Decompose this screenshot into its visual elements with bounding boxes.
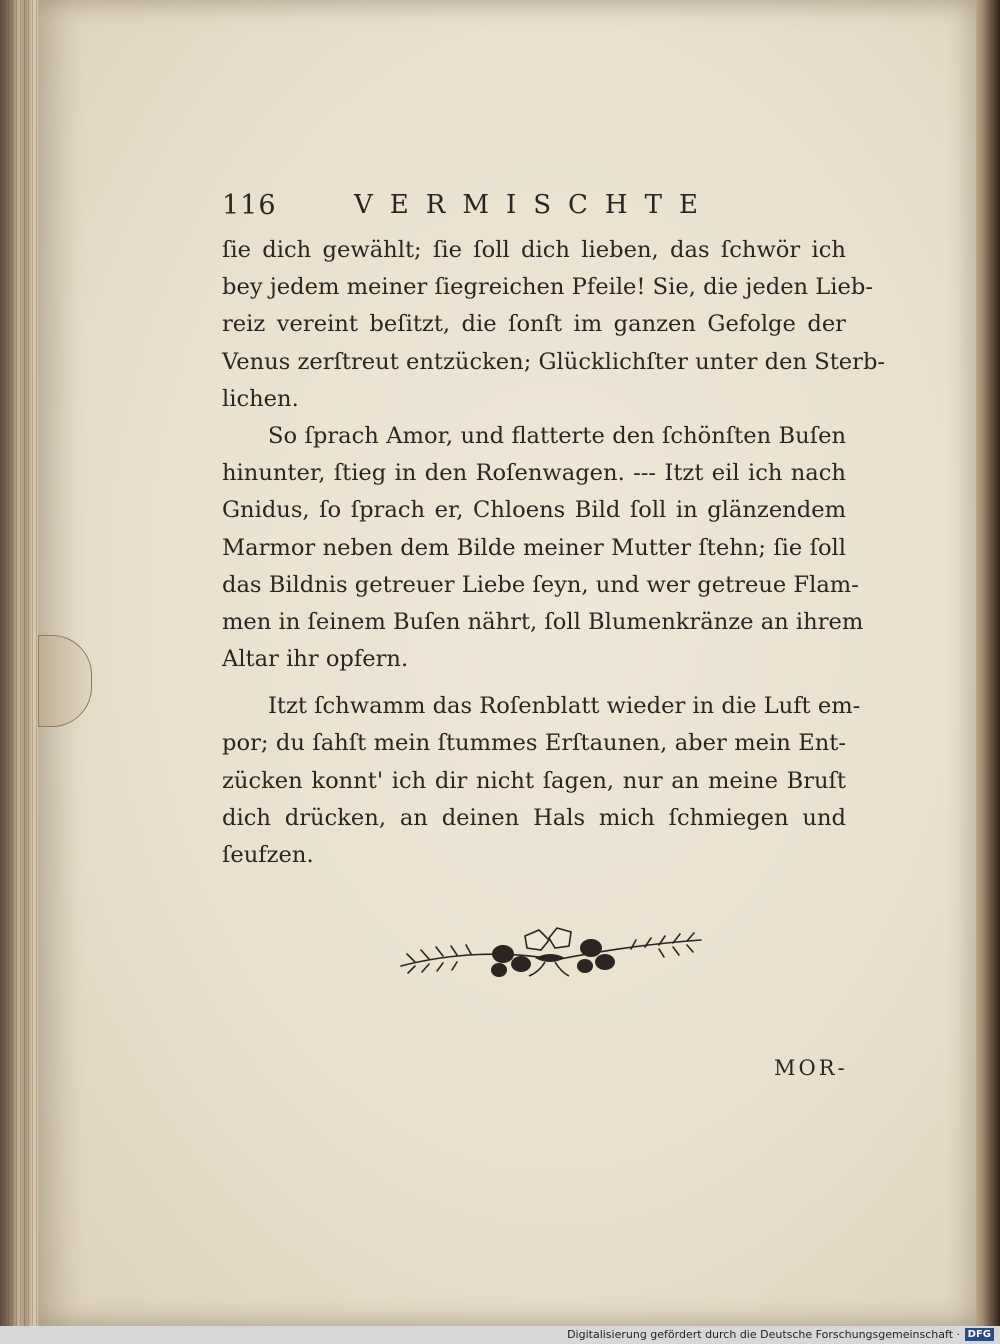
text-line: reiz vereint beſitzt, die ſonſt im ganzen Gefolge der bbox=[222, 311, 846, 338]
text-line: ſeufzen. bbox=[222, 842, 314, 868]
text-line: ſie dich gewählt; ſie ſoll dich lieben, das ſchwör ich bbox=[222, 237, 846, 263]
paragraph bbox=[222, 232, 886, 418]
body-text bbox=[222, 232, 886, 874]
catchword: MOR- bbox=[774, 1056, 848, 1080]
text-line: Marmor neben dem Bilde meiner Mutter ſtehn; ſie ſoll bbox=[222, 534, 846, 561]
text-line: dich drücken, an deinen Hals mich ſchmiegen und bbox=[222, 804, 846, 831]
paragraph bbox=[222, 418, 864, 678]
text-line: hinunter, ſtieg in den Roſenwagen. --- Itzt eil ich nach bbox=[222, 460, 846, 487]
text-line: men in ſeinem Buſen nährt, ſoll Blumenkränze an ihrem bbox=[222, 608, 864, 635]
text-line: por; du ſahſt mein ſtummes Erſtaunen, aber mein Ent- bbox=[222, 730, 846, 757]
text-line: lichen. bbox=[222, 385, 299, 412]
page-tab-marker bbox=[38, 635, 92, 727]
text-line: Gnidus, ſo ſprach er, Chloens Bild ſoll in glänzendem bbox=[222, 497, 846, 524]
text-line: das Bildnis getreuer Liebe ſeyn, und wer getreue Flam- bbox=[222, 571, 859, 598]
running-title: VERMISCHTE bbox=[354, 190, 715, 220]
wheat-and-fruit-garland-icon bbox=[395, 918, 707, 988]
page-header bbox=[222, 190, 842, 230]
digitization-credit: Digitalisierung gefördert durch die Deutsche Forschungsgemeinschaft · bbox=[567, 1328, 960, 1341]
text-line: Itzt ſchwamm das Roſenblatt wieder in die Luft em- bbox=[268, 693, 861, 720]
paragraph bbox=[222, 688, 861, 874]
page-number: 116 bbox=[222, 190, 277, 221]
book-page-edges-left bbox=[0, 0, 42, 1344]
text-line: bey jedem meiner ſiegreichen Pfeile! Sie, die jeden Lieb- bbox=[222, 274, 873, 301]
text-line: zücken konnt' ich dir nicht ſagen, nur an meine Bruſt bbox=[222, 767, 846, 794]
dfg-logo: DFG bbox=[965, 1328, 994, 1341]
text-line: So ſprach Amor, und flatterte den ſchönſten Buſen bbox=[268, 422, 846, 449]
text-line: Venus zerſtreut entzücken; Glücklichſter unter den Sterb- bbox=[222, 348, 886, 375]
text-line: Altar ihr opfern. bbox=[222, 646, 409, 673]
